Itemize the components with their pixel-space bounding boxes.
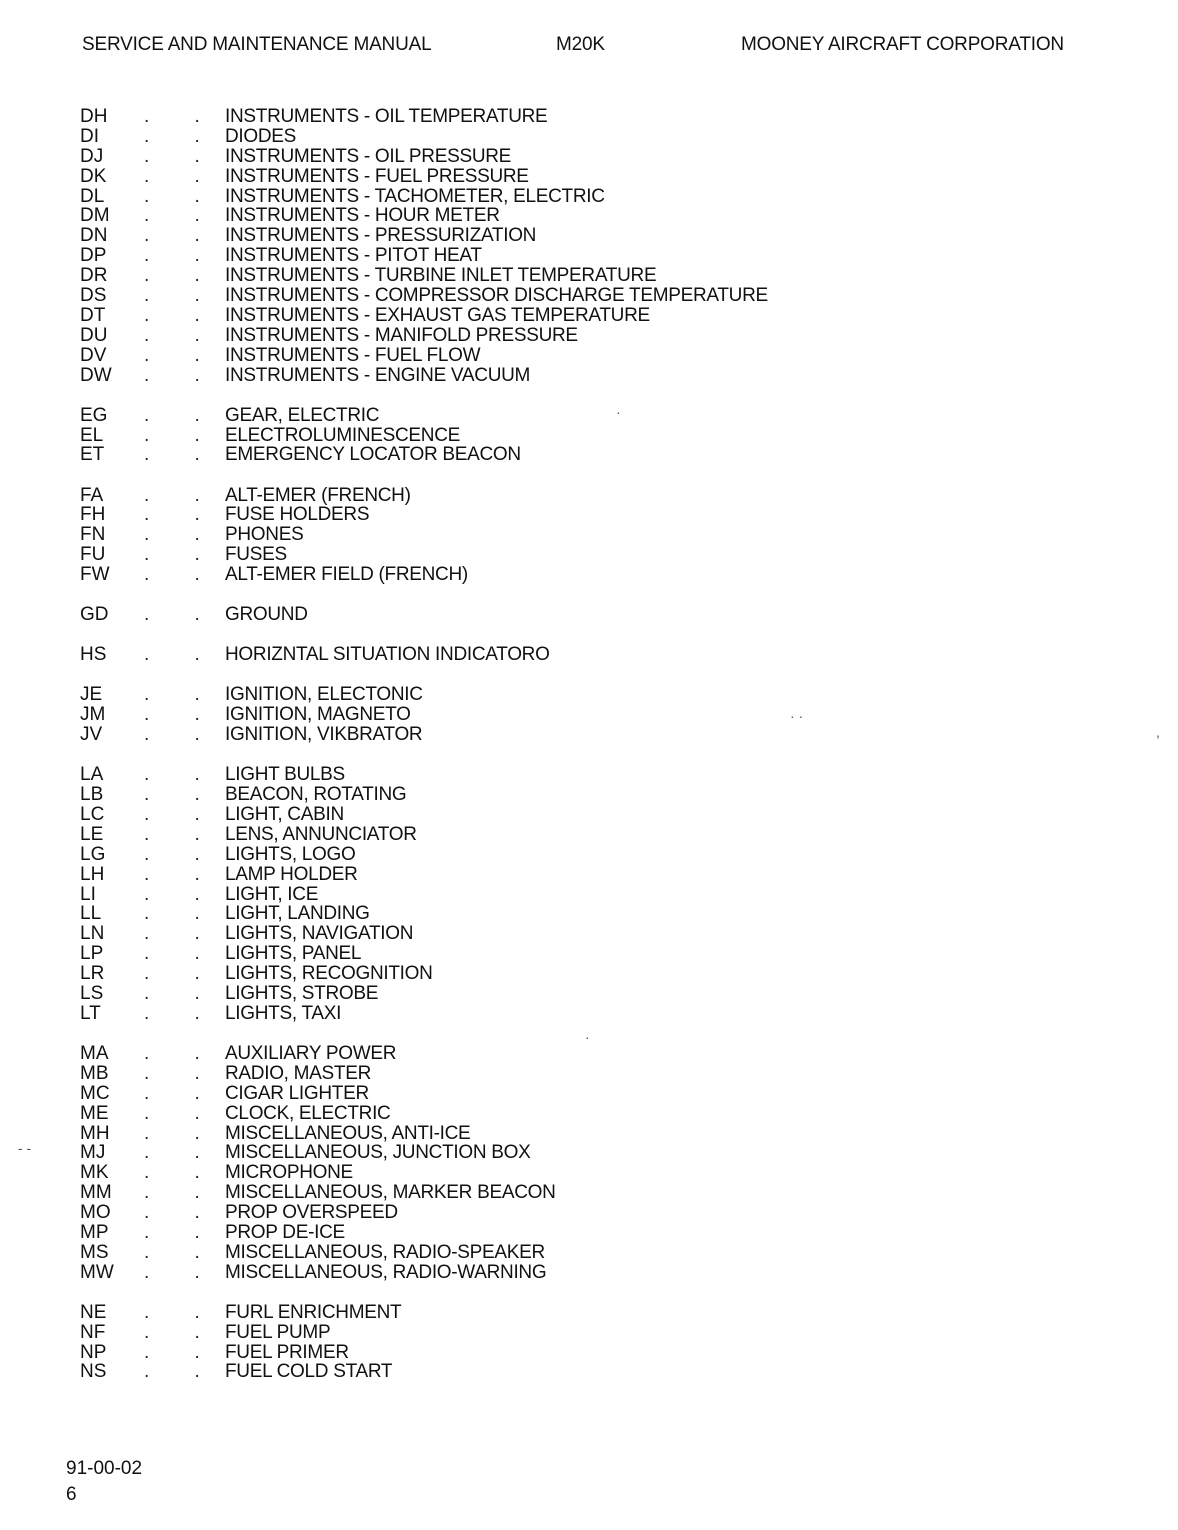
dot-leader: . . <box>144 165 220 187</box>
wire-code: DV <box>80 344 107 366</box>
code-row <box>80 1084 980 1104</box>
code-row <box>80 1362 980 1382</box>
code-row <box>80 286 980 306</box>
code-group <box>80 406 980 466</box>
code-row <box>80 1163 980 1183</box>
code-group <box>80 1044 980 1283</box>
wire-code: DT <box>80 304 106 326</box>
wire-code: DJ <box>80 145 104 167</box>
code-row <box>80 127 980 147</box>
wire-code: FH <box>80 504 106 526</box>
dot-leader: . . <box>144 903 220 925</box>
code-row <box>80 685 980 705</box>
wire-code: LP <box>80 943 104 965</box>
dot-leader: . . <box>144 285 220 307</box>
code-row <box>80 1183 980 1203</box>
wire-code: NS <box>80 1361 107 1383</box>
code-row <box>80 406 980 426</box>
code-description: CIGAR LIGHTER <box>225 1082 369 1104</box>
code-description: LIGHT, LANDING <box>225 903 370 925</box>
dot-leader: . . <box>144 863 220 885</box>
code-description: MISCELLANEOUS, MARKER BEACON <box>225 1182 556 1204</box>
dot-leader: . . <box>144 1142 220 1164</box>
code-description: LIGHT BULBS <box>225 764 345 786</box>
code-description: PROP DE-ICE <box>225 1221 345 1243</box>
code-description: INSTRUMENTS - ENGINE VACUUM <box>225 364 531 386</box>
code-description: INSTRUMENTS - FUEL PRESSURE <box>225 165 529 187</box>
dot-leader: . . <box>144 1162 220 1184</box>
code-group <box>80 765 980 1024</box>
code-group <box>80 645 980 665</box>
code-description: FUSE HOLDERS <box>225 504 370 526</box>
code-row <box>80 964 980 984</box>
code-row <box>80 326 980 346</box>
code-description: IGNITION, MAGNETO <box>225 704 411 726</box>
page-header <box>0 34 1178 62</box>
code-description: INSTRUMENTS - TACHOMETER, ELECTRIC <box>225 185 605 207</box>
dot-leader: . . <box>144 704 220 726</box>
code-description: BEACON, ROTATING <box>225 784 407 806</box>
wire-code: FU <box>80 544 106 566</box>
code-row <box>80 505 980 525</box>
wire-code: DI <box>80 125 99 147</box>
code-description: LIGHT, ICE <box>225 883 319 905</box>
wire-code: FA <box>80 484 104 506</box>
dot-leader: . . <box>144 324 220 346</box>
code-description: IGNITION, VIKBRATOR <box>225 724 423 746</box>
code-row <box>80 1243 980 1263</box>
code-row <box>80 705 980 725</box>
code-row <box>80 167 980 187</box>
code-row <box>80 1124 980 1144</box>
code-row <box>80 525 980 545</box>
code-row <box>80 1203 980 1223</box>
dot-leader: . . <box>144 205 220 227</box>
wire-code: DM <box>80 205 110 227</box>
code-description: LIGHTS, RECOGNITION <box>225 963 433 985</box>
code-description: EMERGENCY LOCATOR BEACON <box>225 444 521 466</box>
scan-speck: · <box>585 1029 590 1045</box>
code-row <box>80 825 980 845</box>
wire-code: LC <box>80 803 105 825</box>
page-footer <box>66 1456 142 1508</box>
dot-leader: . . <box>144 265 220 287</box>
scan-speck: · <box>616 404 621 420</box>
code-row <box>80 885 980 905</box>
dot-leader: . . <box>144 304 220 326</box>
code-row <box>80 944 980 964</box>
wire-code: MS <box>80 1241 109 1263</box>
wire-code: NF <box>80 1321 106 1343</box>
wire-code: LB <box>80 784 104 806</box>
wire-code: DH <box>80 106 108 127</box>
wire-code: EG <box>80 404 108 426</box>
dot-leader: . . <box>144 943 220 965</box>
wire-code: EL <box>80 424 104 446</box>
dot-leader: . . <box>144 245 220 267</box>
wire-code: MH <box>80 1122 110 1144</box>
code-description: FURL ENRICHMENT <box>225 1301 402 1323</box>
code-row <box>80 1343 980 1363</box>
code-row <box>80 187 980 207</box>
dot-leader: . . <box>144 1122 220 1144</box>
code-description: LAMP HOLDER <box>225 863 358 885</box>
code-row <box>80 924 980 944</box>
code-description: MISCELLANEOUS, ANTI-ICE <box>225 1122 471 1144</box>
code-description: LIGHTS, TAXI <box>225 1002 342 1024</box>
wire-code: LA <box>80 764 104 786</box>
code-description: INSTRUMENTS - OIL TEMPERATURE <box>225 106 548 127</box>
wire-code: ET <box>80 444 105 466</box>
document-number: 91-00-02 <box>66 1458 143 1479</box>
wire-code: LG <box>80 843 106 865</box>
code-description: PROP OVERSPEED <box>225 1202 398 1224</box>
code-description: LIGHTS, PANEL <box>225 943 362 965</box>
wire-code: DW <box>80 364 112 386</box>
code-row <box>80 226 980 246</box>
dot-leader: . . <box>144 1202 220 1224</box>
code-row <box>80 346 980 366</box>
dot-leader: . . <box>144 764 220 786</box>
code-row <box>80 725 980 745</box>
wire-code: NE <box>80 1301 107 1323</box>
dot-leader: . . <box>144 1261 220 1283</box>
code-row <box>80 1104 980 1124</box>
dot-leader: . . <box>144 1042 220 1064</box>
code-description: LIGHTS, LOGO <box>225 843 356 865</box>
dot-leader: . . <box>144 404 220 426</box>
dot-leader: . . <box>144 724 220 746</box>
wire-code: LN <box>80 923 105 945</box>
dot-leader: . . <box>144 1221 220 1243</box>
dot-leader: . . <box>144 145 220 167</box>
code-description: MISCELLANEOUS, RADIO-WARNING <box>225 1261 547 1283</box>
wire-code: MJ <box>80 1142 106 1164</box>
wire-code: DK <box>80 165 107 187</box>
dot-leader: . . <box>144 883 220 905</box>
code-description: DIODES <box>225 125 297 147</box>
dot-leader: . . <box>144 803 220 825</box>
code-row <box>80 486 980 506</box>
code-row <box>80 1064 980 1084</box>
dot-leader: . . <box>144 484 220 506</box>
wire-code: ME <box>80 1102 109 1124</box>
scan-speck: · · <box>790 708 804 724</box>
code-row <box>80 865 980 885</box>
code-description: LIGHT, CABIN <box>225 803 344 825</box>
wire-code: JM <box>80 704 106 726</box>
code-description: HORIZNTAL SITUATION INDICATORO <box>225 644 550 666</box>
wire-code: MC <box>80 1082 110 1104</box>
wire-code: FW <box>80 564 110 586</box>
code-row <box>80 1223 980 1243</box>
code-description: MISCELLANEOUS, RADIO-SPEAKER <box>225 1241 545 1263</box>
dot-leader: . . <box>144 1341 220 1363</box>
dot-leader: . . <box>144 444 220 466</box>
code-description: ELECTROLUMINESCENCE <box>225 424 461 446</box>
dot-leader: . . <box>144 1102 220 1124</box>
dot-leader: . . <box>144 524 220 546</box>
dot-leader: . . <box>144 125 220 147</box>
code-row <box>80 1143 980 1163</box>
code-description: INSTRUMENTS - PITOT HEAT <box>225 245 482 267</box>
dot-leader: . . <box>144 344 220 366</box>
dot-leader: . . <box>144 564 220 586</box>
wire-code: LT <box>80 1002 101 1024</box>
code-row <box>80 605 980 625</box>
manufacturer-name: MOONEY AIRCRAFT CORPORATION <box>741 34 1064 55</box>
wire-code: LE <box>80 823 104 845</box>
code-row <box>80 206 980 226</box>
code-description: ALT-EMER (FRENCH) <box>225 484 411 506</box>
wire-code: LI <box>80 883 96 905</box>
code-row <box>80 785 980 805</box>
code-row <box>80 1263 980 1283</box>
wire-code: DL <box>80 185 105 207</box>
dot-leader: . . <box>144 1301 220 1323</box>
code-description: MICROPHONE <box>225 1162 353 1184</box>
wire-code: MM <box>80 1182 112 1204</box>
wire-code-list <box>80 107 980 1403</box>
wire-code: FN <box>80 524 106 546</box>
code-row <box>80 147 980 167</box>
code-row <box>80 545 980 565</box>
code-description: INSTRUMENTS - PRESSURIZATION <box>225 225 537 247</box>
code-description: LIGHTS, STROBE <box>225 982 379 1004</box>
wire-code: GD <box>80 604 109 626</box>
wire-code: NP <box>80 1341 107 1363</box>
code-row <box>80 246 980 266</box>
code-row <box>80 1004 980 1024</box>
code-group <box>80 1303 980 1383</box>
code-group <box>80 107 980 385</box>
dot-leader: . . <box>144 684 220 706</box>
code-row <box>80 1303 980 1323</box>
dot-leader: . . <box>144 1321 220 1343</box>
wire-code: MW <box>80 1261 114 1283</box>
code-row <box>80 266 980 286</box>
wire-code: LS <box>80 982 104 1004</box>
dot-leader: . . <box>144 1062 220 1084</box>
code-row <box>80 306 980 326</box>
dot-leader: . . <box>144 504 220 526</box>
code-row <box>80 845 980 865</box>
dot-leader: . . <box>144 424 220 446</box>
code-row <box>80 1044 980 1064</box>
code-description: INSTRUMENTS - COMPRESSOR DISCHARGE TEMPERATURE <box>225 285 768 307</box>
dot-leader: . . <box>144 364 220 386</box>
dot-leader: . . <box>144 106 220 127</box>
page-number: 6 <box>66 1484 77 1505</box>
code-description: INSTRUMENTS - MANIFOLD PRESSURE <box>225 324 578 346</box>
code-row <box>80 426 980 446</box>
wire-code: LH <box>80 863 105 885</box>
wire-code: MB <box>80 1062 109 1084</box>
code-description: IGNITION, ELECTONIC <box>225 684 423 706</box>
dot-leader: . . <box>144 644 220 666</box>
wire-code: DS <box>80 285 107 307</box>
wire-code: JV <box>80 724 103 746</box>
wire-code: DN <box>80 225 108 247</box>
code-description: INSTRUMENTS - TURBINE INLET TEMPERATURE <box>225 265 657 287</box>
code-description: INSTRUMENTS - HOUR METER <box>225 205 500 227</box>
dot-leader: . . <box>144 823 220 845</box>
scan-speck: - - <box>18 1140 32 1156</box>
code-description: FUEL PRIMER <box>225 1341 349 1363</box>
dot-leader: . . <box>144 843 220 865</box>
code-description: MISCELLANEOUS, JUNCTION BOX <box>225 1142 531 1164</box>
dot-leader: . . <box>144 544 220 566</box>
code-row <box>80 765 980 785</box>
code-row <box>80 445 980 465</box>
dot-leader: . . <box>144 923 220 945</box>
wire-code: HS <box>80 644 107 666</box>
wire-code: DU <box>80 324 108 346</box>
dot-leader: . . <box>144 185 220 207</box>
code-description: LIGHTS, NAVIGATION <box>225 923 414 945</box>
code-row <box>80 645 980 665</box>
wire-code: DR <box>80 265 108 287</box>
scan-speck: , <box>1156 724 1160 740</box>
dot-leader: . . <box>144 225 220 247</box>
dot-leader: . . <box>144 784 220 806</box>
aircraft-model: M20K <box>556 34 605 55</box>
dot-leader: . . <box>144 1361 220 1383</box>
dot-leader: . . <box>144 604 220 626</box>
code-description: FUEL COLD START <box>225 1361 393 1383</box>
code-row <box>80 366 980 386</box>
wire-code: JE <box>80 684 103 706</box>
dot-leader: . . <box>144 1002 220 1024</box>
dot-leader: . . <box>144 982 220 1004</box>
code-row <box>80 107 980 127</box>
wire-code: MP <box>80 1221 109 1243</box>
wire-code: MO <box>80 1202 111 1224</box>
code-description: RADIO, MASTER <box>225 1062 372 1084</box>
code-description: INSTRUMENTS - OIL PRESSURE <box>225 145 512 167</box>
wire-code: LR <box>80 963 105 985</box>
dot-leader: . . <box>144 1241 220 1263</box>
wire-code: MK <box>80 1162 109 1184</box>
wire-code: LL <box>80 903 102 925</box>
code-group <box>80 685 980 745</box>
code-description: AUXILIARY POWER <box>225 1042 397 1064</box>
code-description: GROUND <box>225 604 308 626</box>
code-row <box>80 805 980 825</box>
code-description: FUSES <box>225 544 287 566</box>
dot-leader: . . <box>144 1182 220 1204</box>
wire-code: DP <box>80 245 107 267</box>
code-row <box>80 1323 980 1343</box>
code-description: GEAR, ELECTRIC <box>225 404 380 426</box>
code-description: LENS, ANNUNCIATOR <box>225 823 417 845</box>
code-group <box>80 605 980 625</box>
code-description: FUEL PUMP <box>225 1321 331 1343</box>
code-description: CLOCK, ELECTRIC <box>225 1102 391 1124</box>
code-description: INSTRUMENTS - FUEL FLOW <box>225 344 481 366</box>
code-row <box>80 904 980 924</box>
code-group <box>80 486 980 585</box>
code-description: ALT-EMER FIELD (FRENCH) <box>225 564 468 586</box>
dot-leader: . . <box>144 1082 220 1104</box>
wire-code: MA <box>80 1042 109 1064</box>
code-row <box>80 565 980 585</box>
code-row <box>80 984 980 1004</box>
code-description: INSTRUMENTS - EXHAUST GAS TEMPERATURE <box>225 304 650 326</box>
code-description: PHONES <box>225 524 304 546</box>
dot-leader: . . <box>144 963 220 985</box>
manual-title: SERVICE AND MAINTENANCE MANUAL <box>82 34 432 55</box>
